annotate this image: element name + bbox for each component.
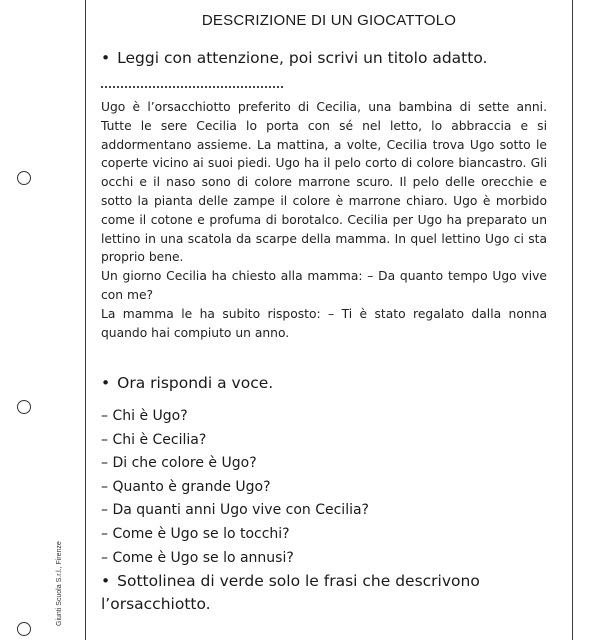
bullet-icon: • (101, 572, 111, 590)
instruction-read-text: Leggi con attenzione, poi scrivi un titolo adatto. (117, 49, 488, 67)
question-item: – Come è Ugo se lo tocchi? (101, 525, 290, 542)
title-answer-line[interactable] (101, 78, 283, 88)
binder-hole-bottom (17, 622, 31, 636)
story-paragraph: La mamma le ha subito risposto: – Ti è stato regalato dalla nonna quando hai compiuto un anno. (101, 306, 547, 340)
story-text (101, 98, 547, 342)
instruction-read (101, 47, 562, 70)
binder-hole-middle (17, 400, 31, 414)
question-item: – Chi è Ugo? (101, 408, 188, 424)
story-paragraph: Ugo è l’orsacchiotto preferito di Cecilia, una bambina di sette anni. Tutte le sere Cecilia lo porta con sé nel letto, lo abbraccia e si addormentano assieme. La mattina, a volte, Cecilia trova Ugo sotto le coperte vicino ai suoi piedi. Ugo ha il pelo corto di colore biancastro. Gli occhi e il naso sono di colore marrone scuro. Il pelo delle orecchie e sotto la pianta delle zampe il colore è marrone chiaro. Ugo è morbido come il cotone e profuma di borotalco. Cecilia per Ugo ha preparato un lettino in una scatola da scarpe della mamma. In quel lettino Ugo ci sta proprio bene. (101, 100, 547, 265)
instruction-answer-text: Ora rispondi a voce. (117, 374, 274, 392)
instruction-answer (101, 372, 562, 395)
instruction-underline-text: Sottolinea di verde solo le frasi che descrivono l’orsacchiotto. (101, 572, 480, 613)
bullet-icon: • (101, 374, 111, 392)
story-paragraph: Un giorno Cecilia ha chiesto alla mamma: – Da quanto tempo Ugo vive con me? (101, 269, 547, 302)
question-list (101, 405, 369, 570)
page-title: DESCRIZIONE DI UN GIOCATTOLO (201, 12, 457, 29)
question-item: – Da quanti anni Ugo vive con Cecilia? (101, 502, 369, 519)
question-item: – Quanto è grande Ugo? (101, 478, 271, 495)
bullet-icon: • (101, 49, 111, 67)
worksheet-frame (85, 0, 573, 640)
publisher-credit: Giunti Scuola S.r.l., Firenze (56, 541, 63, 626)
binder-hole-top (17, 171, 31, 185)
question-item: – Chi è Cecilia? (101, 431, 207, 448)
instruction-underline (101, 570, 562, 616)
question-item: – Come è Ugo se lo annusi? (101, 549, 294, 566)
question-item: – Di che colore è Ugo? (101, 455, 257, 472)
